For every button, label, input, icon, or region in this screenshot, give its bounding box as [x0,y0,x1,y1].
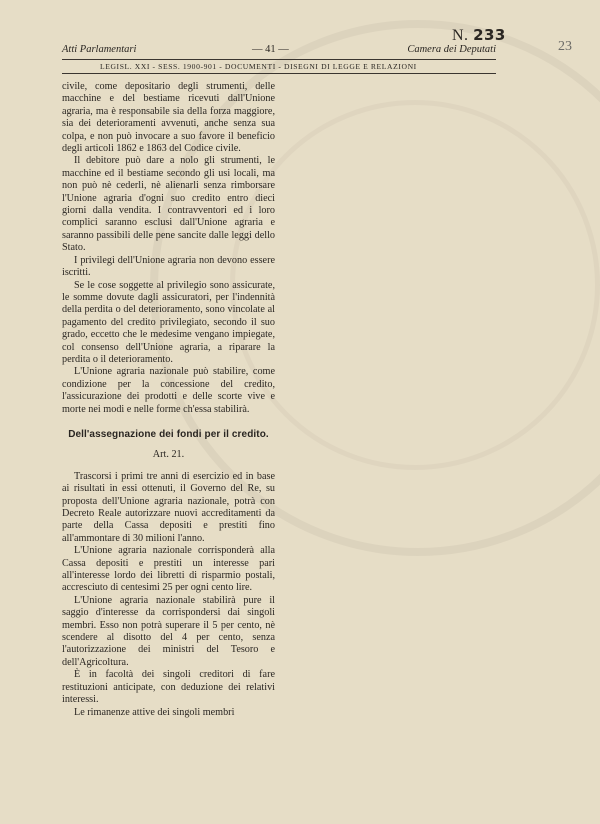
paragraph: Il debitore può dare a nolo gli strumenti, le macchine ed il bestiame secondo gli usi locali, ma non può nè cederli, nè alienarli senza rimborsare l'Unione agraria d'ogni suo credito entro dieci giorni dalla vendita. I contravventori ed i loro complici saranno esclusi dall'Unione agraria e saranno passibili delle pene sancite dalle leggi dello Stato. [62,155,275,254]
paragraph: L'Unione agraria nazionale può stabilire, come condizione per la concessione del credito, l'assicurazione dei prodotti e delle scorte vive e morte nei modi e nelle forme ch'essa stabilirà. [62,366,275,415]
header-page-number: — 41 — [252,44,289,55]
header-left: Atti Parlamentari [62,44,137,55]
article-heading: Art. 21. [152,449,185,461]
header-rule-top [62,59,496,60]
legislature-subheader: LEGISL. XXI - SESS. 1900-901 - DOCUMENTI - DISEGNI DI LEGGE E RELAZIONI [100,62,417,71]
body-column [62,81,275,719]
paragraph: L'Unione agraria nazionale corrisponderà alla Cassa depositi e prestiti un interesse pari all'interesse lordo dei libretti di risparmio postali, accresciuto di centesimi 25 per ogni cento lire. [62,545,275,594]
section-title: Dell'assegnazione dei fondi per il credito. [68,428,269,440]
paragraph: Se le cose soggette al privilegio sono assicurate, le somme dovute dagli assicuratori, per l'indennità della perdita o del deterioramento, sono vincolate al pagamento del credito privilegiato, secondo il suo grado, eccetto che le medesime vengano impiegate, col consenso dell'Unione agraria, a riparare la perdita o il deterioramento. [62,279,275,365]
header-right: Camera dei Deputati [407,44,496,55]
document-number-value: 233 [473,26,506,44]
paragraph: Trascorsi i primi tre anni di esercizio ed in base ai risultati in essi ottenuti, il Governo del Re, su proposta dell'Unione agraria nazionale, potrà con Decreto Reale autorizzare nuovi accreditamenti da parte della Cassa depositi e prestiti fino all'ammontare di 30 milioni l'anno. [62,470,275,544]
paragraph: Le rimanenze attive dei singoli membri [74,706,235,718]
watermark-seal-inner-ring [230,100,600,470]
document-number-prefix: N. [452,27,469,44]
document-number [452,26,506,45]
header-rule-bottom [62,73,496,74]
page-corner-number: 23 [558,39,572,54]
paragraph: I privilegi dell'Unione agraria non devono essere iscritti. [62,254,275,279]
paragraph: È in facoltà dei singoli creditori di fare restituzioni anticipate, con deduzione dei relativi interessi. [62,669,275,706]
paragraph: civile, come depositario degli strumenti, delle macchine e del bestiame ricevuti dall'Unione agraria, ma è responsabile sia della forza maggiore, sia dei deterioramenti avvenuti, anche senza sua colpa, e non può invocare a suo favore il beneficio degli articoli 1862 e 1863 del Codice civile. [62,81,275,155]
paragraph: L'Unione agraria nazionale stabilirà pure il saggio d'interesse da corrispondersi dai singoli membri. Esso non potrà superare il 5 per cento, nè scendere al disotto del 4 per cento, senza l'autorizzazione dei ministri del Tesoro e dell'Agricoltura. [62,594,275,668]
